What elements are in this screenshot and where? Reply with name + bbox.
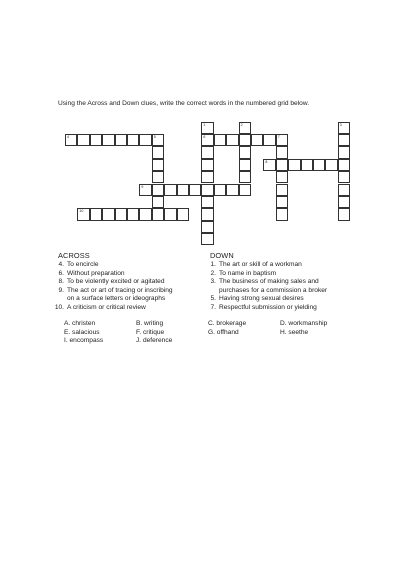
grid-cell[interactable] xyxy=(139,208,151,220)
grid-cell[interactable] xyxy=(276,171,288,183)
grid-cell[interactable] xyxy=(276,134,288,146)
clue-number-label: 7. xyxy=(210,303,216,311)
grid-cell[interactable] xyxy=(338,122,350,134)
grid-cell[interactable] xyxy=(177,184,189,196)
grid-cell[interactable] xyxy=(276,146,288,158)
across-clue-list xyxy=(52,261,173,313)
clue-number-label: 3. xyxy=(210,278,216,286)
clue-number: 10 xyxy=(79,209,84,214)
clue-text: Having strong sexual desires xyxy=(219,295,304,303)
grid-cell[interactable] xyxy=(251,134,263,146)
down-clue xyxy=(204,261,327,270)
word-bank-item: I. encompass xyxy=(64,337,104,345)
grid-cell[interactable] xyxy=(127,208,139,220)
grid-cell[interactable] xyxy=(102,208,114,220)
word-bank-row xyxy=(64,329,364,338)
grid-cell[interactable] xyxy=(65,134,77,146)
clue-number-label: 4. xyxy=(58,261,64,268)
clue-number-label: 5. xyxy=(210,295,216,303)
clue-text: To encircle xyxy=(67,261,99,268)
across-clue xyxy=(52,304,173,313)
clue-text: The art or skill of a workman xyxy=(219,261,302,268)
clue-text: The business of making sales and xyxy=(219,278,319,286)
grid-cell[interactable] xyxy=(239,134,251,146)
grid-cell[interactable] xyxy=(152,146,164,158)
grid-cell[interactable] xyxy=(338,134,350,146)
grid-cell[interactable] xyxy=(102,134,114,146)
grid-cell[interactable] xyxy=(201,171,213,183)
grid-cell[interactable] xyxy=(201,159,213,171)
grid-cell[interactable] xyxy=(115,208,127,220)
grid-cell[interactable] xyxy=(226,184,238,196)
across-clue xyxy=(52,287,173,296)
word-bank-item: E. salacious xyxy=(64,328,100,336)
down-clue xyxy=(204,287,327,296)
down-clue-list xyxy=(204,261,327,313)
word-bank-item: G. offhand xyxy=(208,328,239,336)
clue-number: 1 xyxy=(203,122,206,127)
grid-cell[interactable] xyxy=(338,171,350,183)
clue-number-label: 9. xyxy=(58,286,64,294)
down-clue xyxy=(204,295,327,304)
grid-cell[interactable] xyxy=(201,196,213,208)
grid-cell[interactable] xyxy=(115,134,127,146)
across-clue xyxy=(52,295,173,304)
clue-text: To be violently excited or agitated xyxy=(67,278,165,286)
grid-cell[interactable] xyxy=(164,208,176,220)
word-bank-item: A. christen xyxy=(64,320,96,327)
grid-cell[interactable] xyxy=(201,233,213,245)
grid-cell[interactable] xyxy=(201,221,213,233)
word-bank-item: J. deference xyxy=(136,337,173,345)
grid-cell[interactable] xyxy=(139,184,151,196)
grid-cell[interactable] xyxy=(239,184,251,196)
grid-cell[interactable] xyxy=(152,159,164,171)
grid-cell[interactable] xyxy=(152,134,164,146)
grid-cell[interactable] xyxy=(301,159,313,171)
grid-cell[interactable] xyxy=(201,134,213,146)
down-clue xyxy=(204,304,327,313)
clue-number-label: 6. xyxy=(58,269,64,277)
clue-number-label: 8. xyxy=(58,278,64,286)
grid-cell[interactable] xyxy=(77,134,89,146)
word-bank-row xyxy=(64,320,364,329)
grid-cell[interactable] xyxy=(90,208,102,220)
grid-cell[interactable] xyxy=(77,208,89,220)
clue-number: 8 xyxy=(265,159,268,164)
clue-text: A criticism or critical review xyxy=(67,303,146,311)
grid-cell[interactable] xyxy=(263,134,275,146)
clue-number: 2 xyxy=(240,122,243,127)
grid-cell[interactable] xyxy=(239,122,251,134)
across-heading: ACROSS xyxy=(58,251,90,260)
clue-text: To name in baptism xyxy=(219,269,277,277)
grid-cell[interactable] xyxy=(164,184,176,196)
grid-cell[interactable] xyxy=(201,146,213,158)
clue-number: 7 xyxy=(277,134,280,139)
down-clue xyxy=(204,270,327,279)
clue-number-label: 2. xyxy=(210,269,216,277)
clue-number: 6 xyxy=(203,134,206,139)
grid-cell[interactable] xyxy=(214,184,226,196)
grid-cell[interactable] xyxy=(338,159,350,171)
grid-cell[interactable] xyxy=(276,208,288,220)
word-bank-item: D. workmanship xyxy=(280,320,328,327)
grid-cell[interactable] xyxy=(177,208,189,220)
word-bank-item: C. brokerage xyxy=(208,320,247,327)
across-clue xyxy=(52,261,173,270)
grid-cell[interactable] xyxy=(226,134,238,146)
clue-number: 5 xyxy=(153,134,156,139)
across-clue xyxy=(52,278,173,287)
word-bank-item: F. critique xyxy=(136,328,165,336)
word-bank-row xyxy=(64,337,364,346)
clue-text: on a surface letters or ideographs xyxy=(67,295,166,303)
grid-cell[interactable] xyxy=(338,196,350,208)
grid-cell[interactable] xyxy=(239,171,251,183)
grid-cell[interactable] xyxy=(313,159,325,171)
grid-cell[interactable] xyxy=(338,146,350,158)
clue-text: Respectful submission or yielding xyxy=(219,303,317,311)
grid-cell[interactable] xyxy=(263,159,275,171)
grid-cell[interactable] xyxy=(239,146,251,158)
grid-cell[interactable] xyxy=(325,159,337,171)
grid-cell[interactable] xyxy=(152,184,164,196)
grid-cell[interactable] xyxy=(152,196,164,208)
clue-text: The act or art of tracing or inscribing xyxy=(67,286,173,294)
word-bank-item: B. writing xyxy=(136,320,164,327)
grid-cell[interactable] xyxy=(201,122,213,134)
grid-cell[interactable] xyxy=(90,134,102,146)
grid-cell[interactable] xyxy=(139,134,151,146)
grid-cell[interactable] xyxy=(152,208,164,220)
word-bank-item: H. seethe xyxy=(280,328,309,336)
grid-cell[interactable] xyxy=(201,184,213,196)
clue-number: 4 xyxy=(67,134,69,139)
clue-number: 3 xyxy=(339,122,342,127)
crossword-grid xyxy=(0,0,416,260)
grid-cell[interactable] xyxy=(152,171,164,183)
across-clue xyxy=(52,270,173,279)
grid-cell[interactable] xyxy=(276,196,288,208)
word-bank xyxy=(64,320,364,346)
clue-text: purchases for a commission a broker xyxy=(219,286,328,294)
grid-cell[interactable] xyxy=(276,184,288,196)
clue-text: Without preparation xyxy=(67,269,125,277)
grid-cell[interactable] xyxy=(338,208,350,220)
grid-cell[interactable] xyxy=(214,134,226,146)
down-heading: DOWN xyxy=(210,251,234,260)
grid-cell[interactable] xyxy=(338,184,350,196)
grid-cell[interactable] xyxy=(239,159,251,171)
grid-cell[interactable] xyxy=(127,134,139,146)
clue-number-label: 1. xyxy=(210,261,216,268)
grid-cell[interactable] xyxy=(201,208,213,220)
grid-cell[interactable] xyxy=(189,184,201,196)
grid-cell[interactable] xyxy=(288,159,300,171)
clue-number-label: 10. xyxy=(54,303,64,311)
down-clue xyxy=(204,278,327,287)
clue-number: 9 xyxy=(141,184,144,189)
instructions-text: Using the Across and Down clues, write the correct words in the numbered grid below. xyxy=(58,100,310,107)
grid-cell[interactable] xyxy=(276,159,288,171)
